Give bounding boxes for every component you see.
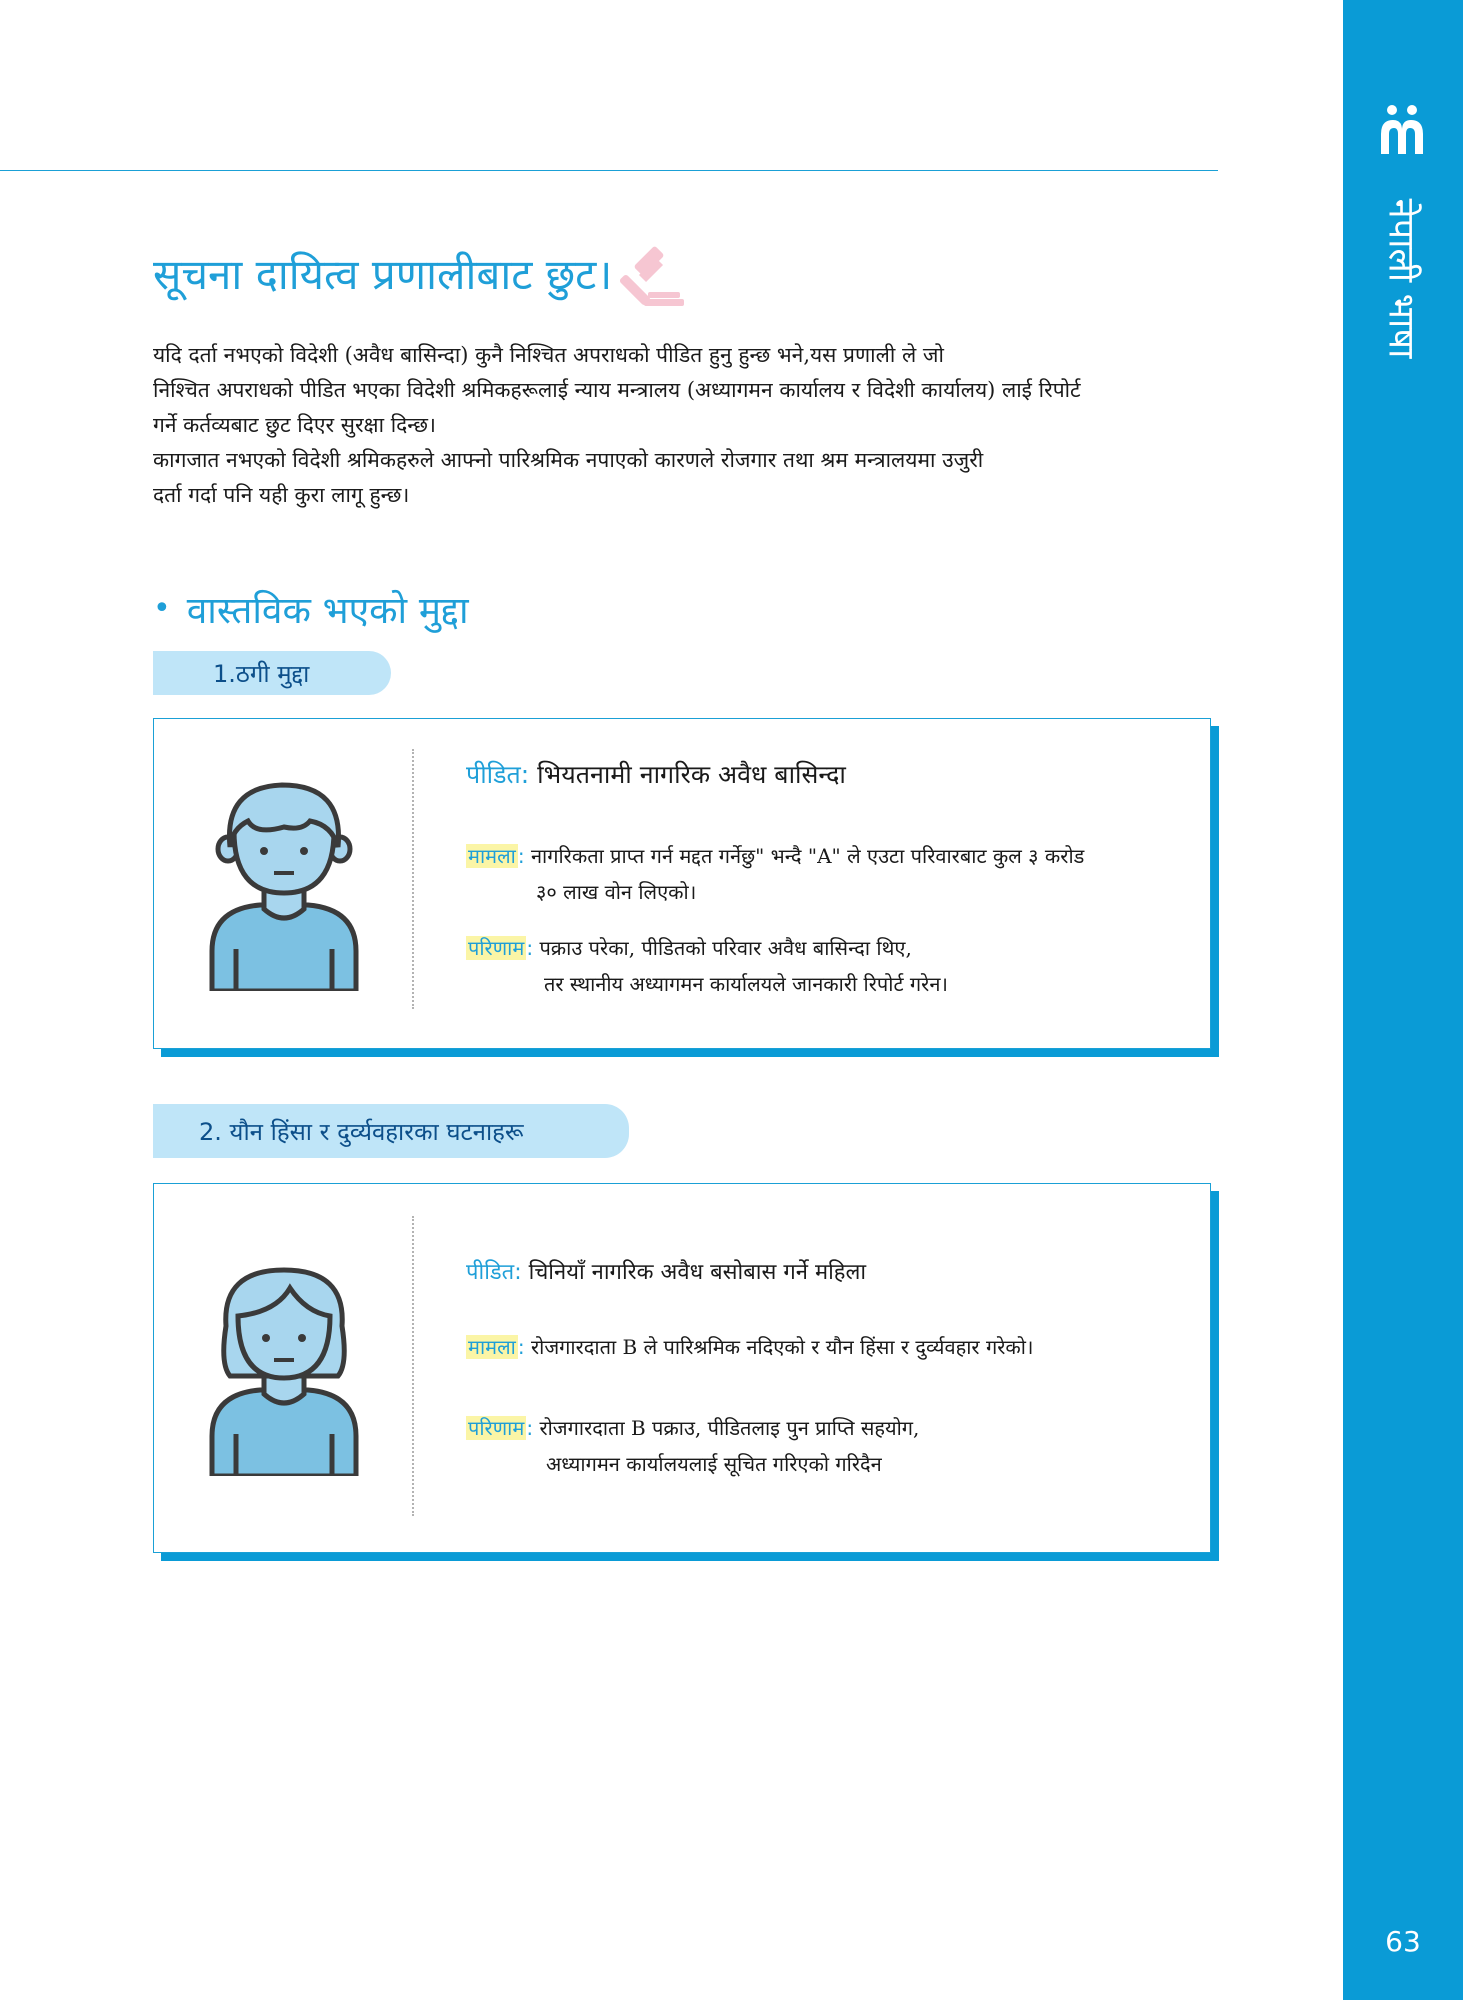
gavel-icon <box>620 242 686 308</box>
case-1-card <box>153 718 1211 1049</box>
bullet-icon: • <box>153 590 171 626</box>
page-title-text: सूचना दायित्व प्रणालीबाट छुट। <box>153 250 613 299</box>
logo-icon <box>1377 104 1427 156</box>
section-heading-text: वास्तविक भएको मुद्दा <box>186 588 469 632</box>
result-label: परिणाम <box>468 936 525 960</box>
case-2-case: रोजगारदाता B ले पारिश्रमिक नदिएको र यौन हिंसा र दुर्व्यवहार गरेको। <box>530 1335 1034 1359</box>
case-1-case: नागरिकता प्राप्त गर्न मद्दत गर्नेछु" भन्दै "A" ले एउटा परिवारबाट कुल ३ करोड <box>530 844 1085 868</box>
header-rule <box>0 170 1218 171</box>
case-2-victim: चिनियाँ नागरिक अवैध बसोबास गर्ने महिला <box>528 1260 867 1285</box>
case-1-heading: 1.ठगी मुद्दा <box>153 651 391 695</box>
case-2-card <box>153 1183 1211 1553</box>
divider <box>412 1216 414 1516</box>
case-1-victim-row: पीडित: भियतनामी नागरिक अवैध बासिन्दा <box>466 760 846 789</box>
case-1-result: पक्राउ परेका, पीडितको परिवार अवैध बासिन्दा थिए, <box>539 936 912 960</box>
case-1-result-cont: तर स्थानीय अध्यागमन कार्यालयले जानकारी रिपोर्ट गरेन। <box>544 972 949 996</box>
section-heading <box>153 580 469 636</box>
victim-label: पीडित <box>466 760 521 789</box>
sidebar <box>1343 0 1463 2000</box>
case-label: मामला <box>468 844 516 868</box>
case-2-victim-row: पीडित: चिनियाँ नागरिक अवैध बसोबास गर्ने महिला <box>466 1260 867 1285</box>
case-1-case-row: मामला : नागरिकता प्राप्त गर्न मद्दत गर्नेछु" भन्दै "A" ले एउटा परिवारबाट कुल ३ करोड ३० लाख वोन लिएको। <box>466 838 1084 910</box>
result-label: परिणाम <box>468 1416 525 1440</box>
male-avatar-icon <box>206 781 362 991</box>
case-2-result: रोजगारदाता B पक्राउ, पीडितलाइ पुन प्राप्ति सहयोग, <box>539 1416 920 1440</box>
case-2-result-row: परिणाम : रोजगारदाता B पक्राउ, पीडितलाइ पुन प्राप्ति सहयोग, अध्यागमन कार्यालयलाई सूचित गरिएको गरिदैन <box>466 1410 919 1482</box>
case-2-heading: 2. यौन हिंसा र दुर्व्यवहारका घटनाहरू <box>153 1104 629 1158</box>
intro-line: कागजात नभएको विदेशी श्रमिकहरुले आफ्नो पारिश्रमिक नपाएको कारणले रोजगार तथा श्रम मन्त्रालयमा उजुरी <box>153 448 984 472</box>
case-1-case-cont: ३० लाख वोन लिएको। <box>536 880 697 904</box>
intro-line: निश्चित अपराधको पीडित भएका विदेशी श्रमिकहरूलाई न्याय मन्त्रालय (अध्यागमन कार्यालय र विदेशी कार्यालय) लाई रिपोर्ट <box>153 378 1081 402</box>
intro-line: गर्ने कर्तव्यबाट छुट दिएर सुरक्षा दिन्छ। <box>153 413 436 437</box>
intro-line: दर्ता गर्दा पनि यही कुरा लागू हुन्छ। <box>153 483 410 507</box>
language-label: नेपाली भाषा <box>1380 198 1422 358</box>
intro-paragraph <box>153 338 1198 513</box>
case-label: मामला <box>468 1335 516 1359</box>
case-1-result-row: परिणाम : पक्राउ परेका, पीडितको परिवार अवैध बासिन्दा थिए, तर स्थानीय अध्यागमन कार्यालयले जानकारी रिपोर्ट गरेन। <box>466 930 948 1002</box>
case-2-case-row: मामला : रोजगारदाता B ले पारिश्रमिक नदिएको र यौन हिंसा र दुर्व्यवहार गरेको। <box>468 1335 1034 1359</box>
page-number: 63 <box>1385 1925 1421 1958</box>
divider <box>412 749 414 1009</box>
intro-line: यदि दर्ता नभएको विदेशी (अवैध बासिन्दा) कुनै निश्चित अपराधको पीडित हुनु हुन्छ भने,यस प्रणाली ले जो <box>153 343 944 367</box>
page-title <box>153 245 686 305</box>
victim-label: पीडित <box>466 1260 515 1285</box>
case-1-victim: भियतनामी नागरिक अवैध बासिन्दा <box>537 760 846 789</box>
case-2-result-cont: अध्यागमन कार्यालयलाई सूचित गरिएको गरिदैन <box>546 1452 882 1476</box>
female-avatar-icon <box>206 1266 362 1476</box>
